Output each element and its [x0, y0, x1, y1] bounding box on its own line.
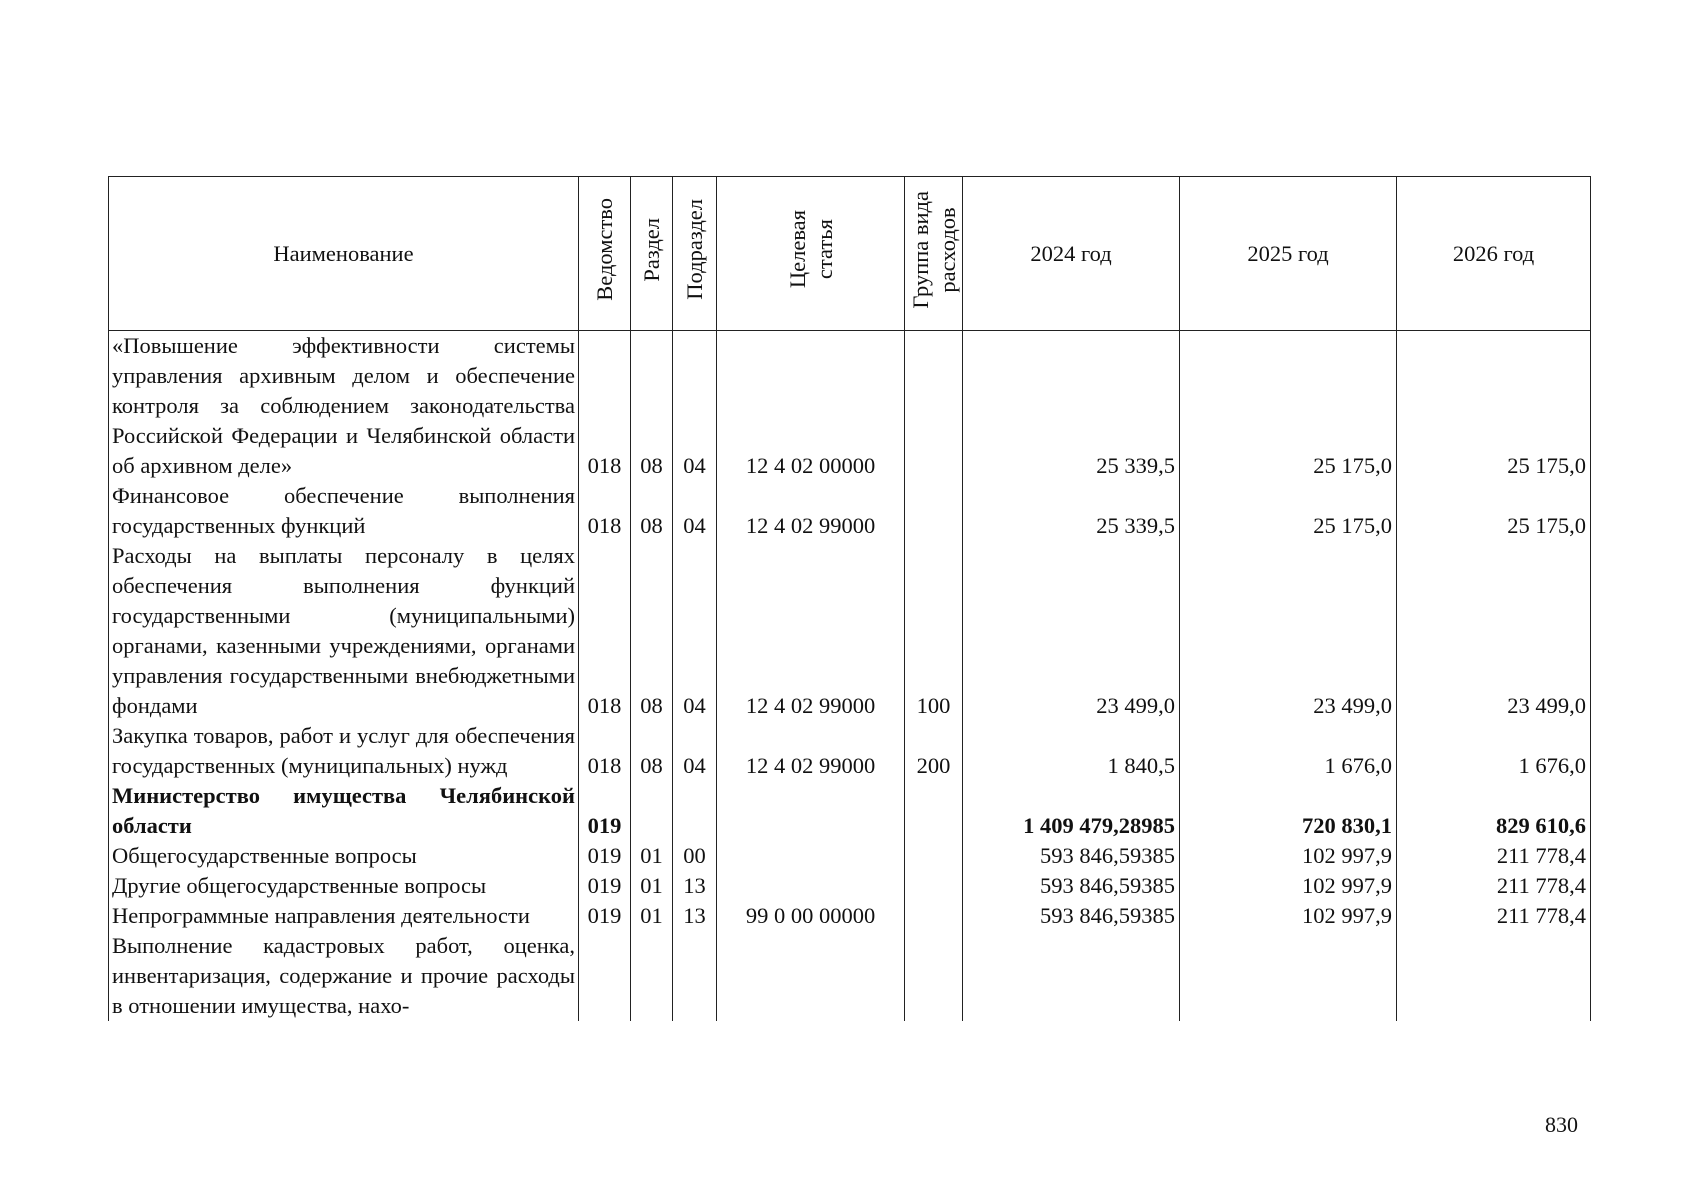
header-year-2025: 2025 год: [1180, 177, 1397, 331]
row-name: «Повышение эффективности системы управления архивным делом и обеспечение контроля за соблюдением законодательства Российской Федерации и Челябинской области об архивном деле»: [109, 331, 579, 482]
cell-celevaya-statya: 99 0 00 00000: [717, 901, 905, 931]
table-row: [109, 721, 1591, 781]
table-body: [109, 331, 1591, 1022]
row-name: Непрограммные направления деятельности: [109, 901, 579, 931]
cell-razdel: 01: [631, 841, 673, 871]
cell-celevaya-statya: 12 4 02 99000: [717, 541, 905, 721]
table-row: [109, 331, 1591, 482]
cell-vedomstvo: 018: [579, 481, 631, 541]
cell-2025: 102 997,9: [1180, 901, 1397, 931]
cell-podrazdel: 04: [673, 331, 717, 482]
cell-vedomstvo: 018: [579, 331, 631, 482]
cell-2024: 25 339,5: [963, 481, 1180, 541]
cell-2024: 593 846,59385: [963, 841, 1180, 871]
cell-celevaya-statya: 12 4 02 99000: [717, 721, 905, 781]
cell-2026: 25 175,0: [1397, 481, 1591, 541]
cell-razdel: 08: [631, 481, 673, 541]
header-year-2024: 2024 год: [963, 177, 1180, 331]
cell-podrazdel: 13: [673, 901, 717, 931]
header-celevaya-statya: Целевая статья: [717, 177, 905, 331]
cell-podrazdel: 00: [673, 841, 717, 871]
cell-2025: 1 676,0: [1180, 721, 1397, 781]
cell-vedomstvo: 019: [579, 901, 631, 931]
cell-vedomstvo: 018: [579, 541, 631, 721]
table-row: [109, 841, 1591, 871]
cell-gruppa-vida: [905, 481, 963, 541]
header-gruppa-vida-rashodov: Группа вида расходов: [905, 177, 963, 331]
cell-razdel: 08: [631, 331, 673, 482]
cell-celevaya-statya: [717, 871, 905, 901]
cell-gruppa-vida: [905, 901, 963, 931]
cell-celevaya-statya: 12 4 02 99000: [717, 481, 905, 541]
cell-podrazdel: 13: [673, 871, 717, 901]
header-vedomstvo: Ведомство: [579, 177, 631, 331]
cell-2024: 25 339,5: [963, 331, 1180, 482]
cell-2026: 25 175,0: [1397, 331, 1591, 482]
cell-2026: 211 778,4: [1397, 871, 1591, 901]
cell-2025: 23 499,0: [1180, 541, 1397, 721]
cell-gruppa-vida: 100: [905, 541, 963, 721]
cell-gruppa-vida: [905, 331, 963, 482]
cell-gruppa-vida: [905, 841, 963, 871]
header-razdel: Раздел: [631, 177, 673, 331]
cell-vedomstvo: 019: [579, 781, 631, 841]
table-row: [109, 871, 1591, 901]
cell-2024: 593 846,59385: [963, 871, 1180, 901]
row-name: Общегосударственные вопросы: [109, 841, 579, 871]
cell-celevaya-statya: [717, 781, 905, 841]
cell-gruppa-vida: 200: [905, 721, 963, 781]
cell-razdel: 01: [631, 901, 673, 931]
cell-podrazdel: [673, 781, 717, 841]
table-row: [109, 541, 1591, 721]
cell-2026: 829 610,6: [1397, 781, 1591, 841]
table-header: [109, 177, 1591, 331]
cell-2024: 1 840,5: [963, 721, 1180, 781]
cell-podrazdel: 04: [673, 541, 717, 721]
cell-razdel: 01: [631, 871, 673, 901]
table-row: [109, 781, 1591, 841]
budget-table: [108, 176, 1591, 1021]
cell-vedomstvo: 018: [579, 721, 631, 781]
cell-razdel: [631, 781, 673, 841]
cell-razdel: 08: [631, 541, 673, 721]
row-name: Выполнение кадастровых работ, оценка, инвентаризация, содержание и прочие расходы в отношении имущества, нахо-: [109, 931, 579, 1021]
table-row-continued: [109, 931, 1591, 1021]
row-name: Министерство имущества Челябинской области: [109, 781, 579, 841]
page-number: 830: [1545, 1112, 1578, 1137]
row-name: Закупка товаров, работ и услуг для обеспечения государственных (муниципальных) нужд: [109, 721, 579, 781]
cell-razdel: 08: [631, 721, 673, 781]
cell-vedomstvo: 019: [579, 871, 631, 901]
header-name: Наименование: [109, 177, 579, 331]
cell-celevaya-statya: [717, 841, 905, 871]
cell-celevaya-statya: 12 4 02 00000: [717, 331, 905, 482]
cell-2025: 720 830,1: [1180, 781, 1397, 841]
cell-gruppa-vida: [905, 871, 963, 901]
cell-2026: 211 778,4: [1397, 901, 1591, 931]
cell-2025: 25 175,0: [1180, 481, 1397, 541]
cell-2026: 23 499,0: [1397, 541, 1591, 721]
cell-podrazdel: 04: [673, 721, 717, 781]
cell-2024: 593 846,59385: [963, 901, 1180, 931]
table-row: [109, 901, 1591, 931]
cell-2026: 1 676,0: [1397, 721, 1591, 781]
cell-2024: 1 409 479,28985: [963, 781, 1180, 841]
cell-2025: 102 997,9: [1180, 871, 1397, 901]
header-podrazdel: Подраздел: [673, 177, 717, 331]
row-name: Финансовое обеспечение выполнения государственных функций: [109, 481, 579, 541]
cell-2024: 23 499,0: [963, 541, 1180, 721]
header-year-2026: 2026 год: [1397, 177, 1591, 331]
cell-vedomstvo: 019: [579, 841, 631, 871]
cell-2025: 102 997,9: [1180, 841, 1397, 871]
row-name: Расходы на выплаты персоналу в целях обеспечения выполнения функций государственными (муниципальными) органами, казенными учреждениями, органами управления государственными внебюджетными фондами: [109, 541, 579, 721]
row-name: Другие общегосударственные вопросы: [109, 871, 579, 901]
cell-2026: 211 778,4: [1397, 841, 1591, 871]
cell-podrazdel: 04: [673, 481, 717, 541]
cell-gruppa-vida: [905, 781, 963, 841]
cell-2025: 25 175,0: [1180, 331, 1397, 482]
table-row: [109, 481, 1591, 541]
